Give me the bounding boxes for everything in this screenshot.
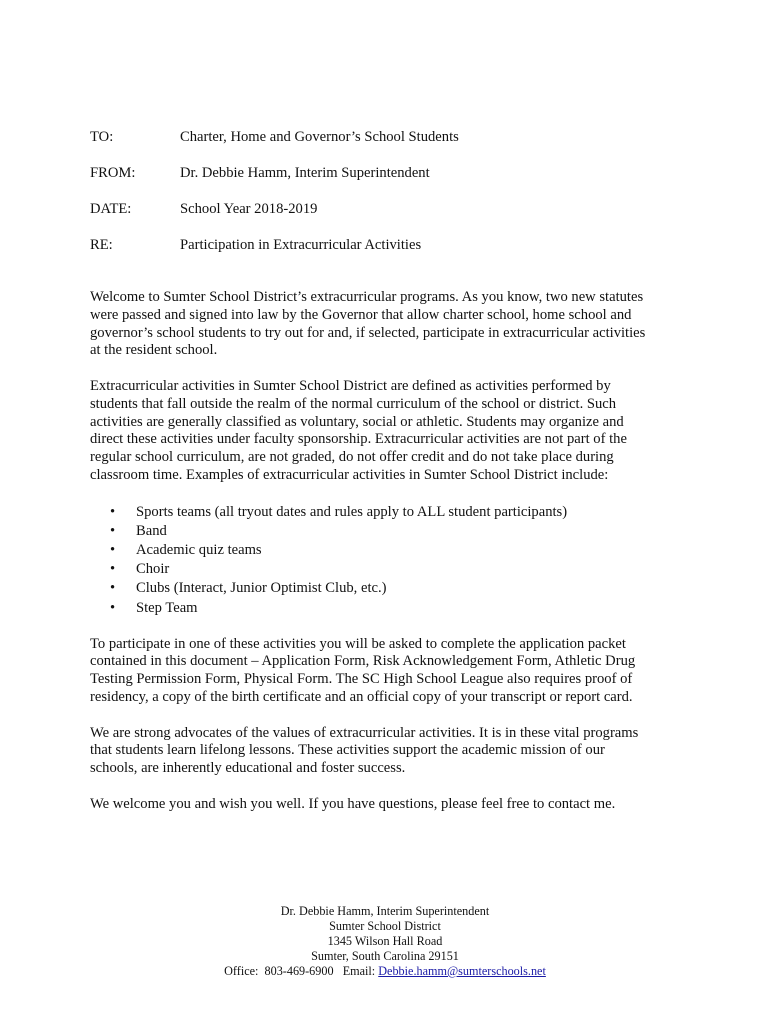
activity-label: Choir [136, 561, 170, 578]
memo-to-row [90, 128, 690, 146]
memo-re-value: Participation in Extracurricular Activities [180, 237, 422, 253]
memo-from-value: Dr. Debbie Hamm, Interim Superintendent [180, 165, 430, 181]
memo-to-label: TO: [90, 129, 114, 145]
list-item [90, 560, 690, 579]
activity-label: Clubs (Interact, Junior Optimist Club, etc.) [136, 580, 387, 597]
paragraph-application: To participate in one of these activities you will be asked to complete the application packet contained in this document – Application Form, Risk Acknowledgement Form, Athletic Drug Testing Permission Form, Physical Form. The SC High School League also requires proof of residency, a copy of the birth certificate and an official copy of your transcript or report card. [90, 635, 636, 705]
activities-list [90, 503, 690, 618]
memo-date-value: School Year 2018-2019 [180, 201, 318, 217]
footer-office-phone: Office: 803-469-6900 Email: [224, 964, 379, 978]
list-item [90, 522, 690, 541]
signature-footer [0, 904, 770, 979]
memo-re-row [90, 236, 690, 254]
bullet-icon: • [110, 522, 116, 539]
bullet-icon: • [110, 503, 116, 520]
memo-header [90, 128, 690, 272]
footer-organization: Sumter School District [329, 919, 441, 933]
bullet-icon: • [110, 599, 116, 616]
activity-label: Band [136, 522, 167, 539]
memo-from-label: FROM: [90, 165, 136, 181]
activity-label: Step Team [136, 599, 198, 616]
letter-body [90, 289, 690, 831]
activity-label: Sports teams (all tryout dates and rules apply to ALL student participants) [136, 503, 568, 520]
memo-from-row [90, 164, 690, 182]
bullet-icon: • [110, 580, 116, 597]
footer-contact-line [0, 964, 770, 979]
activity-label: Academic quiz teams [136, 541, 262, 558]
paragraph-closing: We welcome you and wish you well. If you have questions, please feel free to contact me. [90, 795, 616, 812]
footer-street: 1345 Wilson Hall Road [327, 934, 443, 948]
paragraph-definition: Extracurricular activities in Sumter School District are defined as activities performed by students that fall outside the realm of the normal curriculum of the school or district. Such activities are generally classified as voluntary, social or athletic. Students may organize and direct these activities under faculty sponsorship. Extracurricular activities are not part of the regular school curriculum, are not graded, do not offer credit and do not take place during classroom time. Examples of extracurricular activities in Sumter School District include: [90, 377, 627, 483]
list-item [90, 541, 690, 560]
footer-city: Sumter, South Carolina 29151 [311, 949, 459, 963]
memo-re-label: RE: [90, 237, 113, 253]
memo-date-label: DATE: [90, 201, 132, 217]
paragraph-welcome: Welcome to Sumter School District’s extracurricular programs. As you know, two new statutes were passed and signed into law by the Governor that allow charter school, home school and governor’s school students to try out for and, if selected, participate in extracurricular activities at the resident school. [90, 289, 646, 359]
bullet-icon: • [110, 541, 116, 558]
list-item [90, 503, 690, 522]
footer-name: Dr. Debbie Hamm, Interim Superintendent [280, 904, 490, 918]
list-item [90, 579, 690, 598]
list-item [90, 599, 690, 618]
memo-date-row [90, 200, 690, 218]
paragraph-advocacy: We are strong advocates of the values of extracurricular activities. It is in these vital programs that students learn lifelong lessons. These activities support the academic mission of our schools, are inherently educational and foster success. [90, 724, 639, 777]
email-link[interactable]: Debbie.hamm@sumterschools.net [378, 964, 546, 978]
memo-to-value: Charter, Home and Governor’s School Students [180, 129, 459, 145]
bullet-icon: • [110, 561, 116, 578]
